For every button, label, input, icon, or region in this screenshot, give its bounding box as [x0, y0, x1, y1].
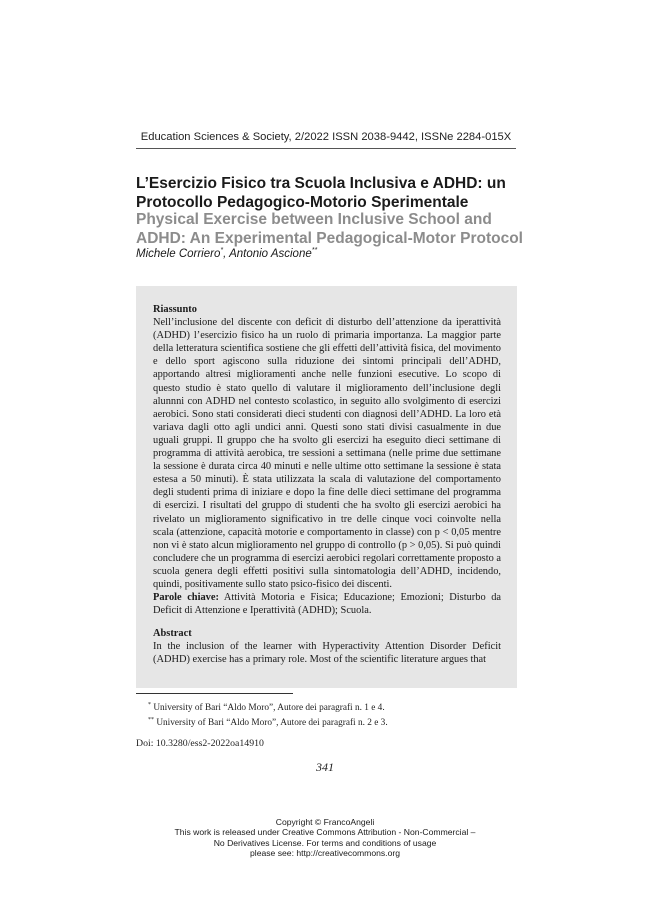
- riassunto-heading: Riassunto: [153, 304, 197, 315]
- license-line: This work is released under Creative Commons Attribution - Non-Commercial –: [174, 827, 476, 838]
- abstract-box: [136, 286, 517, 688]
- footnote-text: University of Bari “Aldo Moro”, Autore dei paragrafi n. 2 e 3.: [154, 718, 388, 729]
- footnote-text: University of Bari “Aldo Moro”, Autore dei paragrafi n. 1 e 4.: [151, 703, 385, 714]
- footnote-mark: *: [148, 702, 151, 708]
- copyright-notice: [0, 817, 650, 859]
- footnote-mark: **: [148, 717, 154, 724]
- author-footnote-mark: **: [311, 247, 318, 254]
- keywords-label: Parole chiave:: [153, 592, 219, 604]
- footnote-divider: [136, 693, 293, 694]
- journal-header: Education Sciences & Society, 2/2022 ISSN 2038-9442, ISSNe 2284-015X: [140, 131, 512, 143]
- header-divider: [136, 148, 516, 149]
- riassunto-body: Nell’inclusione del discente con deficit di disturbo dell’attenzione da iperattività (ADHD) l’esercizio fisico ha un ruolo di primaria importanza. La maggior parte della letteratura scientifica sostiene che gli effetti dell’attività fisica, del movimento e dello sport agiscono sulla riduzione dei sintomi principali dell’ADHD, apportando altresì miglioramenti anche nelle funzioni esecutive. Lo scopo di questo studio è stato quello di valutare il miglioramento dell’inclusione degli alunnni con ADHD nel contesto scolastico, in seguito allo svolgimento di esercizi aerobici. Sono stati considerati dieci studenti con diagnosi dell’ADHD. La loro età variava dagli otto agli undici anni. Questi sono stati divisi casualmente in due uguali gruppi. Il gruppo che ha svolto gli esercizi ha eseguito dieci settimane di programma di attività aerobica, tre sessioni a settimana (nelle prime due settimane la sessione è durata circa 40 minuti e nelle ultime otto settimane la sessione è stata estesa a 50 minuti). È stata utilizzata la scala di valutazione del comportamento degli studenti prima di iniziare e dopo la fine delle dieci settimane del programma di esercizi. I risultati del gruppo di studenti che ha svolto gli esercizi aerobici ha rivelato un miglioramento significativo in tre delle cinque voci coinvolte nella scala (attenzione, capacità motorie e comportamento in classe) con p < 0,05 mentre non vi è stato alcun miglioramento nel gruppo di controllo (p > 0,05). Si può quindi concludere che un programma di esercizi aerobici regolari correttamente proposto a scuola genera degli effetti positivi sulla sintomatologia dell’ADHD, incidendo, quindi, positivamente sullo stato psico-fisico dei discenti.: [153, 317, 501, 590]
- author-name: Michele Corriero: [136, 247, 221, 260]
- author-name: Antonio Ascione: [229, 247, 312, 260]
- footnotes: [148, 699, 388, 729]
- article-title-english: Physical Exercise between Inclusive School and ADHD: An Experimental Pedagogical-Motor Protocol: [136, 211, 523, 247]
- license-url-line: please see: http://creativecommons.org: [250, 848, 400, 859]
- abstract-box-content: [153, 303, 501, 667]
- author-separator: ,: [223, 247, 230, 260]
- article-title-italian: L’Esercizio Fisico tra Scuola Inclusiva e ADHD: un Protocollo Pedagogico-Motorio Sperimentale: [136, 175, 506, 211]
- keywords-paragraph: [153, 591, 501, 617]
- section-spacer: [153, 617, 501, 627]
- keywords-text: Attività Motoria e Fisica; Educazione; Emozioni; Disturbo da Deficit di Attenzione e Iperattività (ADHD); Scuola.: [153, 592, 501, 617]
- footnote-item: [148, 699, 388, 714]
- abstract-body: In the inclusion of the learner with Hyperactivity Attention Disorder Deficit (ADHD) exercise has a primary role. Most of the scientific literature argues that: [153, 641, 501, 666]
- author-footnote-mark: *: [220, 247, 224, 254]
- abstract-heading: Abstract: [153, 628, 192, 640]
- doi: Doi: 10.3280/ess2-2022oa14910: [136, 738, 264, 749]
- license-line: No Derivatives License. For terms and conditions of usage: [213, 837, 437, 848]
- copyright-line: Copyright © FrancoAngeli: [275, 817, 375, 827]
- author-list: [136, 247, 317, 260]
- page-number: 341: [316, 760, 334, 774]
- footnote-item: [148, 714, 388, 729]
